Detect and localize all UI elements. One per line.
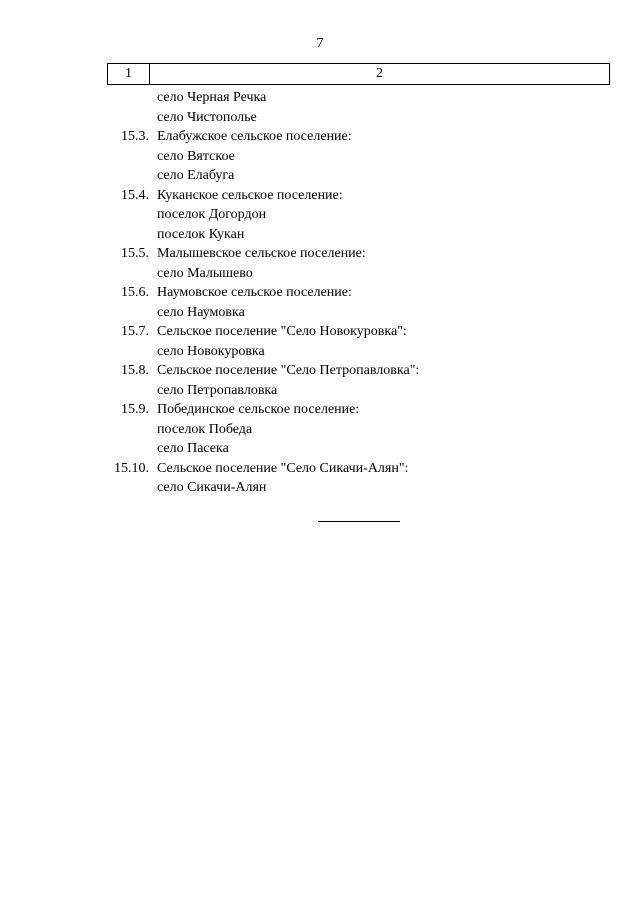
item-number (100, 88, 157, 108)
list-item (100, 478, 610, 498)
item-text: село Сикачи-Алян (157, 480, 267, 495)
item-number (100, 147, 157, 167)
item-text: Наумовское сельское поселение: (157, 285, 352, 300)
item-number (100, 381, 157, 401)
column-header-1: 1 (108, 64, 150, 85)
item-number (100, 166, 157, 186)
item-text: Побединское сельское поселение: (157, 402, 360, 417)
list-item (100, 147, 610, 167)
list-item (100, 361, 610, 381)
item-number (100, 303, 157, 323)
item-number: 15.8. (121, 363, 149, 378)
list-item (100, 420, 610, 440)
item-number: 15.5. (121, 246, 149, 261)
item-text: село Чистополье (157, 109, 257, 125)
item-text: село Наумовка (157, 304, 245, 320)
list-item (100, 244, 610, 264)
item-text: Куканское сельское поселение: (157, 187, 343, 203)
item-text: поселок Победа (157, 421, 253, 437)
item-number (100, 420, 157, 440)
item-text: поселок Кукан (157, 226, 245, 242)
list-item (100, 205, 610, 225)
list-item (100, 283, 610, 303)
list-item (100, 303, 610, 323)
list-item (100, 342, 610, 362)
settlement-list (100, 88, 610, 498)
item-number: 15.7. (121, 324, 149, 339)
item-number (100, 108, 157, 128)
item-number: 15.6. (121, 285, 149, 300)
item-text: село Елабуга (157, 168, 235, 183)
list-item (100, 381, 610, 401)
item-text: село Черная Речка (157, 90, 267, 105)
end-of-section-rule (318, 521, 400, 522)
list-item (100, 166, 610, 186)
item-number: 15.4. (121, 187, 149, 203)
item-text: Сельское поселение "Село Новокуровка": (157, 324, 407, 339)
item-text: село Петропавловка (157, 382, 278, 398)
list-item (100, 186, 610, 206)
list-item (100, 127, 610, 147)
item-text: Сельское поселение "Село Сикачи-Алян": (157, 460, 409, 476)
column-header-row (108, 64, 610, 85)
list-item (100, 322, 610, 342)
list-item (100, 264, 610, 284)
item-number (100, 264, 157, 284)
item-number: 15.9. (121, 402, 149, 417)
item-number (100, 225, 157, 245)
list-item (100, 400, 610, 420)
list-item (100, 225, 610, 245)
column-header-table (107, 63, 610, 85)
item-text: село Пасека (157, 441, 229, 456)
page-number: 7 (316, 36, 324, 51)
item-text: Малышевское сельское поселение: (157, 246, 366, 261)
item-number (100, 342, 157, 362)
item-text: село Новокуровка (157, 343, 265, 359)
list-item (100, 459, 610, 479)
column-header-2: 2 (150, 64, 610, 85)
list-item (100, 439, 610, 459)
item-number (100, 205, 157, 225)
item-text: Елабужское сельское поселение: (157, 129, 352, 144)
item-number (100, 478, 157, 498)
item-text: село Малышево (157, 265, 253, 281)
item-number: 15.10. (114, 460, 149, 476)
list-item (100, 108, 610, 128)
item-text: поселок Догордон (157, 207, 267, 222)
item-text: Сельское поселение "Село Петропавловка": (157, 363, 420, 378)
list-item (100, 88, 610, 108)
item-text: село Вятское (157, 148, 235, 164)
item-number: 15.3. (121, 129, 149, 144)
item-number (100, 439, 157, 459)
